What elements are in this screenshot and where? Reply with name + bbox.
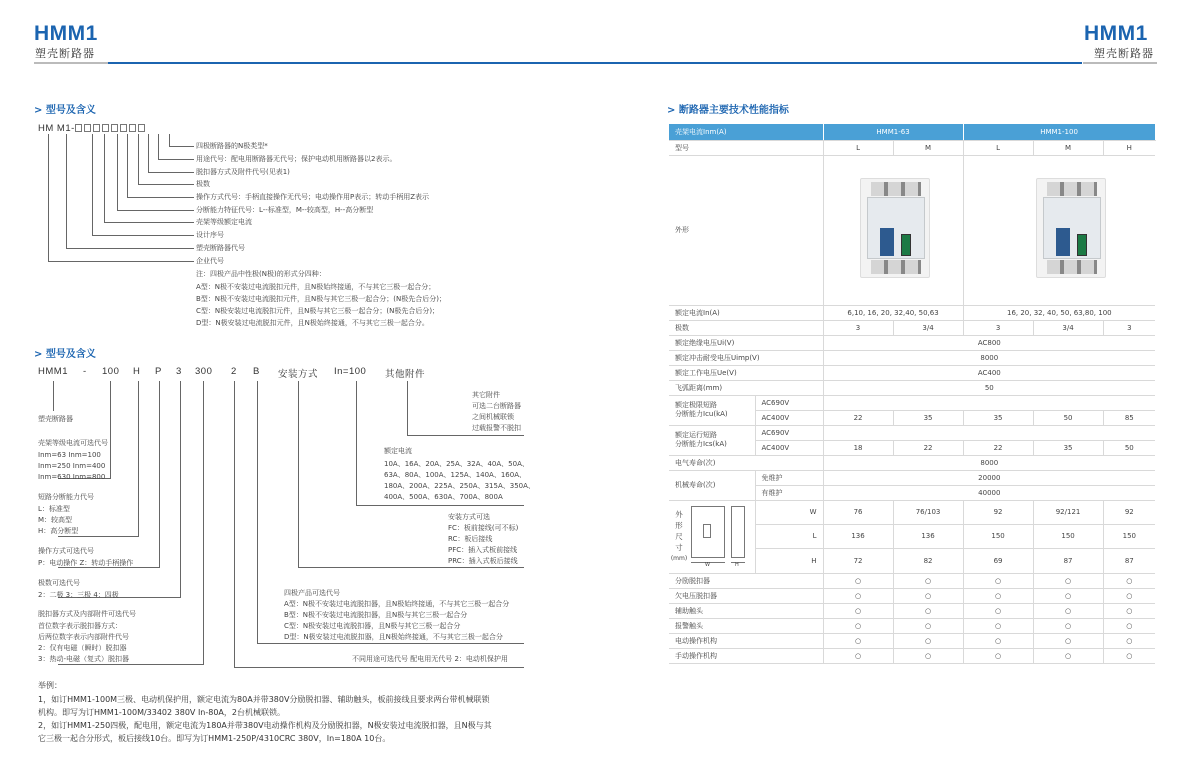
cell: 20000 bbox=[823, 470, 1155, 485]
cell: ○ bbox=[1033, 633, 1103, 648]
dim-label: 外 形 尺 寸 (mm) W H bbox=[669, 500, 755, 573]
code2-part: 安装方式 bbox=[278, 369, 319, 380]
cell: ○ bbox=[823, 603, 893, 618]
code1-label: 脱扣器方式及附件代号(见表1) bbox=[196, 168, 290, 176]
code2-4pole: D型：N极安装过电流脱扣器，且N极始终接通，不与其它三极一起合分 bbox=[284, 633, 503, 641]
code2-4pole: A型：N极不安装过电流脱扣器，且N极始终接通，不与其它三极一起合分 bbox=[284, 600, 510, 608]
code1-note: C型：N极安装过电流脱扣元件，且N极与其它三极一起合分；(N极先合后分)； bbox=[196, 307, 440, 315]
cell: ○ bbox=[823, 633, 893, 648]
cell: 76 bbox=[823, 500, 893, 524]
example-line: 它三极一起合分形式，板后接线10台。即写为订HMM1-250P/4310CRC 380V，In=180A 10台。 bbox=[38, 734, 391, 743]
cell: 18 bbox=[823, 440, 893, 455]
cell bbox=[823, 425, 1155, 440]
code2-breaking: H：高分断型 bbox=[38, 527, 79, 535]
cell: 50 bbox=[1033, 410, 1103, 425]
cell: ○ bbox=[1033, 573, 1103, 588]
row-label: 型号 bbox=[669, 140, 823, 155]
row-label: 报警触头 bbox=[669, 618, 823, 633]
code2-rated-current: 400A、500A、630A、700A、800A bbox=[384, 493, 503, 501]
code1-label: 设计序号 bbox=[196, 231, 224, 239]
row-label: 分励脱扣器 bbox=[669, 573, 823, 588]
code1-label: 企业代号 bbox=[196, 257, 224, 265]
cell: L bbox=[755, 524, 823, 548]
cell: ○ bbox=[893, 633, 963, 648]
code2-trip: 脱扣器方式及内部附件可选代号 bbox=[38, 610, 136, 618]
header-rule-left bbox=[34, 62, 108, 64]
cell: 150 bbox=[1103, 524, 1155, 548]
code1-label: 塑壳断路器代号 bbox=[196, 244, 245, 252]
table-head-frame: 壳架电流Inm(A) bbox=[669, 124, 823, 140]
cell: 免维护 bbox=[755, 470, 823, 485]
cell: 35 bbox=[1033, 440, 1103, 455]
code1-label: 极数 bbox=[196, 180, 210, 188]
cell: 72 bbox=[823, 549, 893, 573]
spec-table-wrap bbox=[669, 124, 1155, 664]
cell: AC400V bbox=[755, 440, 823, 455]
code2-frame: Inm=630 Inm=800 bbox=[38, 473, 106, 481]
cell: M bbox=[1033, 140, 1103, 155]
code1-label: 四极断路器的N极类型* bbox=[196, 142, 268, 150]
code2-part: 其他附件 bbox=[385, 369, 426, 380]
cell: 87 bbox=[1033, 549, 1103, 573]
code2-operation: P：电动操作 Z：转动手柄操作 bbox=[38, 559, 134, 567]
photo-cell-100 bbox=[963, 155, 1155, 305]
cell: ○ bbox=[963, 648, 1033, 663]
cell: 35 bbox=[963, 410, 1033, 425]
code2-mount: 安装方式可选 bbox=[448, 513, 490, 521]
cell: 8000 bbox=[823, 350, 1155, 365]
code2-part: In=100 bbox=[334, 366, 367, 377]
cell: 6,10, 16, 20, 32,40, 50,63 bbox=[823, 305, 963, 320]
cell: ○ bbox=[963, 633, 1033, 648]
cell: AC400 bbox=[823, 365, 1155, 380]
row-label-ics: 额定运行短路 分断能力Ics(kA) bbox=[669, 425, 755, 455]
cell: 3/4 bbox=[1033, 320, 1103, 335]
code2-part: B bbox=[253, 366, 260, 377]
row-label: 电气寿命(次) bbox=[669, 455, 823, 470]
brand-title-right: HMM1 bbox=[1084, 22, 1148, 45]
code2-part: HMM1 bbox=[38, 366, 68, 377]
cell: ○ bbox=[823, 588, 893, 603]
code2-4pole: B型：N极不安装过电流脱扣器，且N极与其它三极一起合分 bbox=[284, 611, 468, 619]
code2-trip: 首位数字表示脱扣器方式： bbox=[38, 622, 122, 630]
code1-note: 注：四极产品中性极(N极)的形式分四种： bbox=[196, 270, 326, 278]
code2-breaking: 短路分断能力代号 bbox=[38, 493, 94, 501]
section-title-model-1: > 型号及含义 bbox=[34, 105, 96, 116]
cell: 92 bbox=[963, 500, 1033, 524]
cell: ○ bbox=[1033, 618, 1103, 633]
code1-label: 壳架等级额定电流 bbox=[196, 218, 252, 226]
cell: 136 bbox=[823, 524, 893, 548]
code2-frame: 壳架等级电流可选代号 bbox=[38, 439, 108, 447]
cell: 92 bbox=[1103, 500, 1155, 524]
code2-name: 塑壳断路器 bbox=[38, 415, 73, 423]
cell: 22 bbox=[893, 440, 963, 455]
cell: L bbox=[963, 140, 1033, 155]
photo-cell-63 bbox=[823, 155, 963, 305]
code2-other-accessory: 之间机械联锁 bbox=[472, 413, 514, 421]
code2-part: - bbox=[83, 366, 87, 377]
code2-part: P bbox=[155, 366, 162, 377]
table-head-63: HMM1-63 bbox=[823, 124, 963, 140]
cell: AC400V bbox=[755, 410, 823, 425]
cell: ○ bbox=[1103, 618, 1155, 633]
code2-part: H bbox=[133, 366, 141, 377]
cell: 136 bbox=[893, 524, 963, 548]
code2-mount: FC：板前接线(可不标) bbox=[448, 524, 519, 532]
row-label: 额定工作电压Ue(V) bbox=[669, 365, 823, 380]
cell: H bbox=[1103, 140, 1155, 155]
code2-4pole: C型：N极安装过电流脱扣器，且N极与其它三极一起合分 bbox=[284, 622, 461, 630]
cell: 69 bbox=[963, 549, 1033, 573]
cell: 35 bbox=[893, 410, 963, 425]
code1-label: 用途代号：配电用断路器无代号；保护电动机用断路器以2表示。 bbox=[196, 155, 397, 163]
cell: ○ bbox=[1103, 588, 1155, 603]
code2-part: 100 bbox=[102, 366, 120, 377]
breaker-photo-63 bbox=[860, 178, 930, 278]
row-label: 机械寿命(次) bbox=[669, 470, 755, 500]
cell: M bbox=[893, 140, 963, 155]
code2-rated-current: 额定电流 bbox=[384, 447, 412, 455]
cell: ○ bbox=[893, 573, 963, 588]
cell: ○ bbox=[893, 603, 963, 618]
cell: H bbox=[755, 549, 823, 573]
cell: 50 bbox=[823, 380, 1155, 395]
row-label: 手动操作机构 bbox=[669, 648, 823, 663]
dimension-drawing: W H bbox=[689, 504, 751, 570]
example-line: 2，如订HMM1-250四极，配电用，额定电流为180A并带380V电动操作机构及分励脱扣器，N极安装过电流脱扣器，且N极与其 bbox=[38, 721, 492, 730]
code2-breaking: L：标准型 bbox=[38, 505, 70, 513]
cell: 16, 20, 32, 40, 50, 63,80, 100 bbox=[963, 305, 1155, 320]
row-label: 欠电压脱扣器 bbox=[669, 588, 823, 603]
row-label: 飞弧距离(mm) bbox=[669, 380, 823, 395]
cell: AC800 bbox=[823, 335, 1155, 350]
cell: ○ bbox=[1103, 603, 1155, 618]
cell: 22 bbox=[963, 440, 1033, 455]
example-title: 举例： bbox=[38, 681, 62, 690]
row-label-icu: 额定极限短路 分断能力Icu(kA) bbox=[669, 395, 755, 425]
cell: ○ bbox=[963, 603, 1033, 618]
cell: ○ bbox=[1103, 573, 1155, 588]
cell: ○ bbox=[963, 618, 1033, 633]
row-label: 极数 bbox=[669, 320, 823, 335]
section-title-specs: > 断路器主要技术性能指标 bbox=[667, 105, 789, 116]
row-label: 外形 bbox=[669, 155, 823, 305]
code2-operation: 操作方式可选代号 bbox=[38, 547, 94, 555]
cell: ○ bbox=[1033, 648, 1103, 663]
code2-trip: 2：仅有电磁（瞬时）脱扣器 bbox=[38, 644, 127, 652]
cell: ○ bbox=[1103, 633, 1155, 648]
cell: 3 bbox=[963, 320, 1033, 335]
code1-note: D型：N极安装过电流脱扣元件，且N极始终接通，不与其它三极一起合分。 bbox=[196, 319, 429, 327]
code2-breaking: M：较高型 bbox=[38, 516, 73, 524]
cell: ○ bbox=[1103, 648, 1155, 663]
breaker-photo-100 bbox=[1036, 178, 1106, 278]
table-head-100: HMM1-100 bbox=[963, 124, 1155, 140]
cell: ○ bbox=[1033, 603, 1103, 618]
cell: L bbox=[823, 140, 893, 155]
code2-other-accessory: 过载报警不脱扣 bbox=[472, 424, 521, 432]
cell: 150 bbox=[1033, 524, 1103, 548]
code2-rated-current: 10A、16A、20A、25A、32A、40A、50A、 bbox=[384, 460, 529, 468]
code2-frame: Inm=250 Inm=400 bbox=[38, 462, 106, 470]
cell: ○ bbox=[963, 588, 1033, 603]
row-label: 电动操作机构 bbox=[669, 633, 823, 648]
code2-rated-current: 180A、200A、225A、250A、315A、350A、 bbox=[384, 482, 535, 490]
cell: ○ bbox=[1033, 588, 1103, 603]
cell: 3 bbox=[1103, 320, 1155, 335]
cell: 150 bbox=[963, 524, 1033, 548]
cell: 22 bbox=[823, 410, 893, 425]
code2-mount: RC：板后接线 bbox=[448, 535, 493, 543]
cell: 85 bbox=[1103, 410, 1155, 425]
brand-subtitle-left: 塑壳断路器 bbox=[35, 47, 95, 60]
brand-subtitle-right: 塑壳断路器 bbox=[1094, 47, 1154, 60]
code2-use: 不同用途可选代号 配电用无代号 2：电动机保护用 bbox=[352, 655, 508, 663]
cell: ○ bbox=[893, 618, 963, 633]
code1-note: A型：N极不安装过电流脱扣元件，且N极始终接通，不与其它三极一起合分； bbox=[196, 283, 436, 291]
cell: 92/121 bbox=[1033, 500, 1103, 524]
example-line: 1，如订HMM1-100M三极、电动机保护用，额定电流为80A并带380V分励脱扣器、辅助触头，板前接线且要求两台带机械联锁 bbox=[38, 695, 490, 704]
cell: 76/103 bbox=[893, 500, 963, 524]
cell: ○ bbox=[823, 648, 893, 663]
code2-rated-current: 63A、80A、100A、125A、140A、160A、 bbox=[384, 471, 526, 479]
code2-mount: PRC：插入式板后接线 bbox=[448, 557, 518, 565]
row-label: 额定绝缘电压Ui(V) bbox=[669, 335, 823, 350]
row-label: 辅助触头 bbox=[669, 603, 823, 618]
code1-label: 操作方式代号：手柄直接操作无代号；电动操作用P表示；转动手柄用Z表示 bbox=[196, 193, 430, 201]
row-label: 额定冲击耐受电压Uimp(V) bbox=[669, 350, 823, 365]
cell: ○ bbox=[893, 588, 963, 603]
cell: AC690V bbox=[755, 395, 823, 410]
cell: 有维护 bbox=[755, 485, 823, 500]
code1-note: B型：N极不安装过电流脱扣元件，且N极与其它三极一起合分；(N极先合后分)； bbox=[196, 295, 446, 303]
cell: 82 bbox=[893, 549, 963, 573]
cell bbox=[823, 395, 1155, 410]
section-title-model-2: > 型号及含义 bbox=[34, 349, 96, 360]
brand-title-left: HMM1 bbox=[34, 22, 98, 45]
code2-poles: 2：二极 3：三极 4：四极 bbox=[38, 591, 119, 599]
code2-other-accessory: 可选二台断路器 bbox=[472, 402, 521, 410]
cell: 8000 bbox=[823, 455, 1155, 470]
model-code-1: HM M1- bbox=[38, 123, 147, 134]
cell: 3 bbox=[823, 320, 893, 335]
cell: ○ bbox=[823, 618, 893, 633]
code2-poles: 极数可选代号 bbox=[38, 579, 80, 587]
cell: AC690V bbox=[755, 425, 823, 440]
code2-other-accessory: 其它附件 bbox=[472, 391, 500, 399]
header-rule bbox=[108, 62, 1082, 64]
row-label: 额定电流In(A) bbox=[669, 305, 823, 320]
code2-part: 2 bbox=[231, 366, 237, 377]
code2-mount: PFC：插入式板前接线 bbox=[448, 546, 518, 554]
cell: 87 bbox=[1103, 549, 1155, 573]
code2-part: 300 bbox=[195, 366, 213, 377]
code2-frame: Inm=63 Inm=100 bbox=[38, 451, 101, 459]
spec-table bbox=[669, 124, 1156, 664]
code2-part: 3 bbox=[176, 366, 182, 377]
cell: W bbox=[755, 500, 823, 524]
header-rule-right bbox=[1083, 62, 1157, 64]
cell: 40000 bbox=[823, 485, 1155, 500]
cell: ○ bbox=[823, 573, 893, 588]
cell: ○ bbox=[963, 573, 1033, 588]
code2-trip: 3：热动-电磁（复式）脱扣器 bbox=[38, 655, 129, 663]
cell: 50 bbox=[1103, 440, 1155, 455]
code1-label: 分断能力特征代号：L--标准型，M--较高型，H--高分断型 bbox=[196, 206, 374, 214]
cell: 3/4 bbox=[893, 320, 963, 335]
code2-trip: 后两位数字表示内部附件代号 bbox=[38, 633, 129, 641]
cell: ○ bbox=[893, 648, 963, 663]
example-line: 机构。即写为订HMM1-100M/33402 380V In-80A，2台机械联锁。 bbox=[38, 708, 285, 717]
code2-4pole: 四极产品可选代号 bbox=[284, 589, 340, 597]
